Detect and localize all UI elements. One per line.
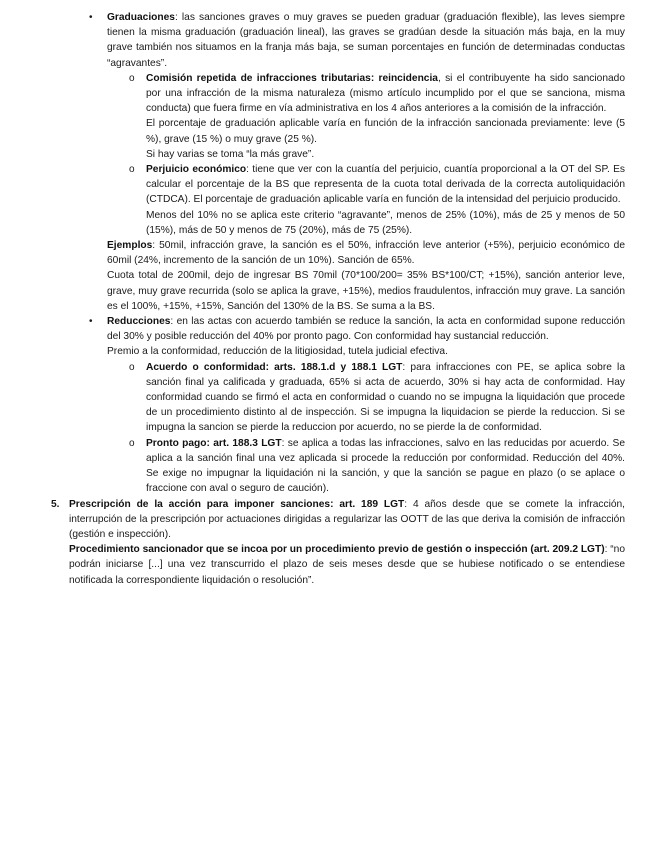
paragraph-reincidencia-varias: Si hay varias se toma “la más grave”. (146, 148, 315, 160)
list-item-perjuicio (129, 162, 625, 208)
document-page (0, 10, 655, 588)
paragraph-reincidencia-porcentaje: El porcentaje de graduación aplicable varía en función de la infracción sancionada previamente: leve (5 %), grave (15 %) o muy grave (25 %). (146, 118, 625, 145)
paragraph-procedimiento-sancionador (69, 542, 625, 588)
list-item-reincidencia (129, 71, 625, 117)
text-pronto-pago: : se aplica a todas las infracciones, salvo en las reducidas por acuerdo. Se aplica a la sanción final una vez aplicada si procede la reducción por conformidad. Reducción del 40%. Se exige no impugnar la liquidación ni la sanción, y que la sanción se pague en plazo (o se aplace o fraccione con aval o seguro de caución). (146, 437, 625, 495)
term-perjuicio: Perjuicio económico (146, 164, 247, 176)
paragraph-perjuicio-tramos: Menos del 10% no se aplica este criterio “agravante”, menos de 25% (10%), más de 25 y menos de 50 (15%), más de 50 y menos de 75 (20%), más de 75 (25%). (146, 209, 625, 236)
paragraph-premio-conformidad: Premio a la conformidad, reducción de la litigiosidad, tutela judicial efectiva. (107, 346, 448, 358)
text-perjuicio: : tiene que ver con la cuantía del perjuicio, cuantía proporcional a la OT del SP. Es calcular el porcentaje de la BS que representa de la cuota total derivada de la correcta autoliquidación (CTDCA). El porcentaje de graduación aplicable varía en función de la intensidad del perjuicio producido. (146, 164, 625, 206)
text-reincidencia: , si el contribuyente ha sido sancionado por una infracción de la misma naturaleza (mismo artículo incumplido por el que se sanciona, misma conducta) que fuera firme en vía administrativa en los 4 años anteriores a la comisión de la infracción. (146, 72, 625, 115)
text-procedimiento-sancionador: : “no podrán iniciarse [...] una vez transcurrido el plazo de seis meses desde que se hubiese notificado o se entendiese notificada la correspondiente liquidación o resolución”. (69, 544, 626, 586)
term-graduaciones: Graduaciones (107, 12, 175, 23)
paragraph-ejemplos (107, 238, 625, 268)
bullet-circle: o (129, 437, 135, 449)
text-prescripcion: : 4 años desde que se comete la infracción, interrupción de la prescripción por actuaciones dirigidas a regularizar las OOTT de las que deriva la comisión de infracción (gestión e inspección). (69, 498, 626, 540)
term-pronto-pago: Pronto pago: art. 188.3 LGT (146, 437, 282, 449)
bullet-circle: o (129, 72, 135, 84)
term-prescripcion: Prescripción de la acción para imponer sanciones: art. 189 LGT (69, 498, 405, 510)
list-number: 5. (51, 498, 60, 510)
bullet-disc: • (89, 12, 93, 23)
list-item-reducciones (89, 314, 625, 344)
numbered-item-prescripcion (51, 497, 626, 543)
term-ejemplos: Ejemplos (107, 240, 153, 252)
text-reducciones: : en las actas con acuerdo también se reduce la sanción, la acta en conformidad supone reducción del 30% y posible reducción del 40% por pronto pago. Con conformidad hay sustancial reducción. (107, 316, 625, 343)
bullet-disc: • (89, 316, 93, 328)
paragraph-ejemplo-cuota: Cuota total de 200mil, dejo de ingresar BS 70mil (70*100/200= 35% BS*100/CT; +15%), sanción anterior leve, grave, muy grave recurrida (solo se aplica la grave, +15%), medios fraudulentos, infracción muy grave. La sanción es el 100%, +15%, +15%, Sanción del 130% de la BS. Se suma a la BS. (107, 270, 625, 312)
bullet-circle: o (129, 361, 135, 373)
text-ejemplos: : 50mil, infracción grave, la sanción es el 50%, infracción leve anterior (+5%), perjuicio económico de 60mil (24%, incremento de la sanción de un 10%). Sanción de 65%. (107, 240, 625, 267)
bullet-circle: o (129, 164, 135, 176)
list-item-pronto-pago (129, 436, 625, 497)
term-procedimiento-sancionador: Procedimiento sancionador que se incoa por un procedimiento previo de gestión o inspección (art. 209.2 LGT) (69, 544, 605, 556)
term-reincidencia: Comisión repetida de infracciones tributarias: reincidencia (146, 72, 438, 84)
list-item-acuerdo (129, 360, 625, 436)
list-item-graduaciones (89, 10, 625, 71)
text-graduaciones: : las sanciones graves o muy graves se pueden graduar (graduación flexible), las leves siempre tienen la misma graduación (graduación lineal), las graves se gradúan desde la situación más baja, en la muy grave también nos situamos en la franja más baja, se suman porcentajes en función de determinadas conductas “agravantes”. (107, 12, 625, 69)
term-reducciones: Reducciones (107, 316, 171, 328)
text-acuerdo: : para infracciones con PE, se aplica sobre la sanción final ya calificada y graduada, 65% si acta de acuerdo, 30% si hay acta de conformidad. Hay conformidad cuando se firmó el acta en conformidad o cuando no se impugna la liquidación que procede de un procedimiento distinto al de inspección. Si se impugna la liquidacion se pierde la reduccion. Si se impugna la sancion se pierde la reduccion por acuerdo, no se pierde la de conformidad. (146, 361, 625, 434)
term-acuerdo: Acuerdo o conformidad: arts. 188.1.d y 188.1 LGT (146, 361, 403, 373)
